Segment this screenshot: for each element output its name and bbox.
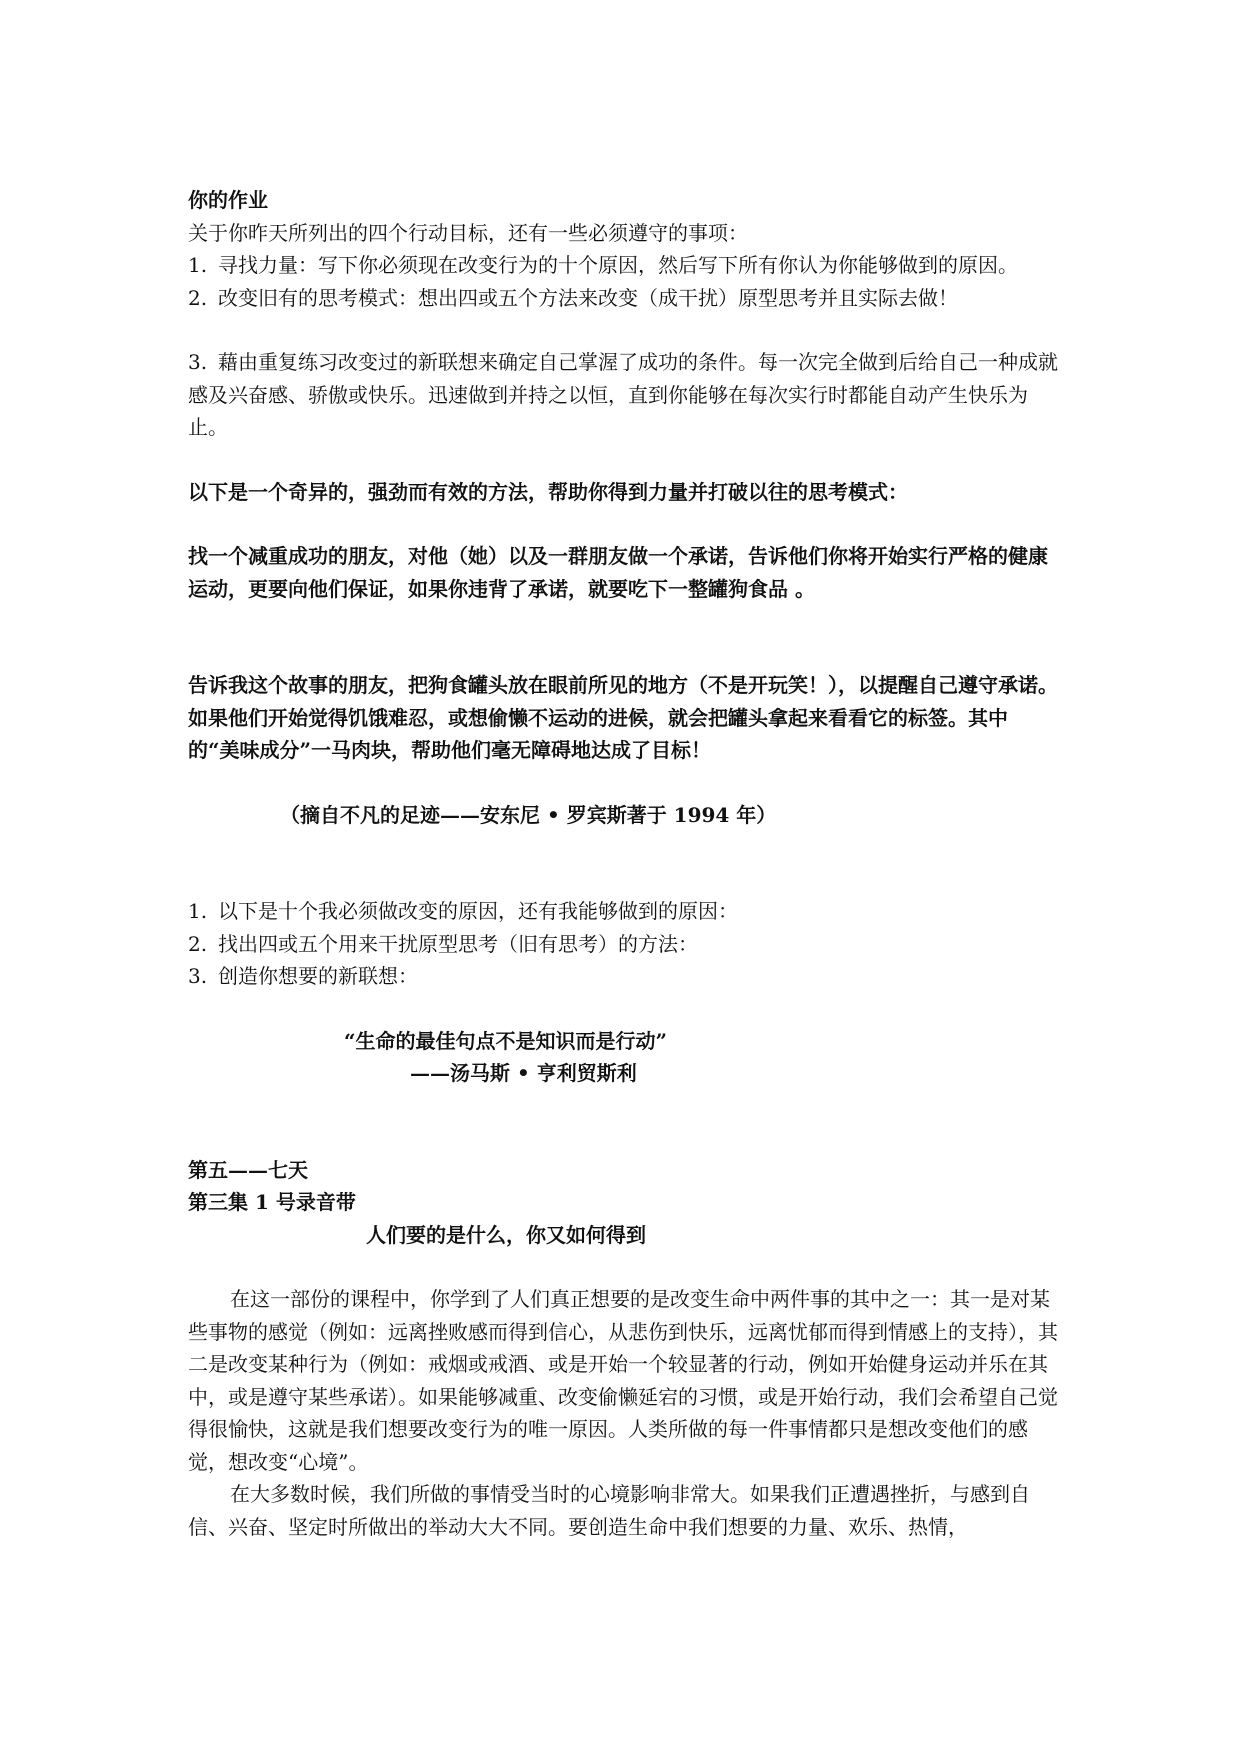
spacer [188,444,1058,476]
homework-heading: 你的作业 [188,188,268,212]
spacer [188,508,1058,540]
document-page [188,184,1058,1543]
worksheet-item-3 [188,960,1058,993]
method-lead: 以下是一个奇异的，强劲而有效的方法，帮助你得到力量并打破以往的思考模式： [188,479,908,504]
spacer [188,314,1058,346]
method-paragraph-1: 找一个减重成功的朋友，对他（她）以及一群朋友做一个承诺，告诉他们你将开始实行严格的健康运动，更要向他们保证，如果你违背了承诺，就要吃下一整罐狗食品 。 [188,544,1048,601]
worksheet-item-2-number: 2. [188,931,208,956]
day-heading: 第五——七天 [188,1157,308,1182]
homework-intro: 关于你昨天所列出的四个行动目标，还有一些必须遵守的事项： [188,220,748,245]
spacer [188,1090,1058,1154]
method-source-citation: （摘自不凡的足迹——安东尼 • 罗宾斯著于 1994 年） [280,802,777,827]
spacer [188,831,1058,895]
homework-item-1-text: 寻找力量：写下你必须现在改变行为的十个原因，然后写下所有你认为你能够做到的原因。 [218,253,1018,277]
homework-item-2-text: 改变旧有的思考模式：想出四或五个方法来改变（成干扰）原型思考并且实际去做！ [218,285,958,310]
worksheet-item-3-text: 创造你想要的新联想： [218,964,418,988]
quote-author: ——汤马斯 • 亨利贸斯利 [410,1061,637,1085]
worksheet-item-1 [188,895,1058,928]
section-paragraph-1: 在这一部份的课程中，你学到了人们真正想要的是改变生命中两件事的其中之一：其一是对某些事物的感觉（例如：远离挫败感而得到信心，从悲伤到快乐，远离忧郁而得到情感上的支持），其二是改变某种行为（例如：戒烟或戒酒、或是开始一个较显著的行动，例如开始健身运动并乐在其中，或是遵守某些承诺）。如果能够减重、改变偷懒延宕的习惯，或是开始行动，我们会希望自己觉得很愉快，这就是我们想要改变行为的唯一原因。人类所做的每一件事情都只是想改变他们的感觉，想改变“心境”。 [188,1287,1058,1474]
worksheet-item-1-text: 以下是十个我必须做改变的原因，还有我能够做到的原因： [218,899,738,923]
quote-text: “生命的最佳句点不是知识而是行动” [344,1028,668,1053]
spacer [188,605,1058,669]
homework-item-1-number: 1. [188,253,208,277]
worksheet-item-2-text: 找出四或五个用来干扰原型思考（旧有思考）的方法： [218,931,698,956]
method-paragraph-2: 告诉我这个故事的朋友，把狗食罐头放在眼前所见的地方（不是开玩笑！），以提醒自己遵守承诺。如果他们开始觉得饥饿难忍，或想偷懒不运动的进候，就会把罐头拿起来看看它的标签。其中的“美味成分”一马肉块，帮助他们毫无障碍地达成了目标！ [188,673,1058,762]
spacer [188,767,1058,799]
homework-item-2 [188,282,1058,315]
tape-heading: 第三集 1 号录音带 [188,1190,356,1214]
section-paragraph-2: 在大多数时候，我们所做的事情受当时的心境影响非常大。如果我们正遭遇挫折，与感到自信、兴奋、坚定时所做出的举动大大不同。要创造生命中我们想要的力量、欢乐、热情， [188,1482,1030,1539]
worksheet-item-1-number: 1. [188,899,208,923]
worksheet-item-3-number: 3. [188,964,208,988]
worksheet-item-2 [188,928,1058,961]
homework-item-1 [188,249,1058,282]
homework-item-2-number: 2. [188,285,208,310]
homework-item-3 [188,346,1058,444]
spacer [188,993,1058,1025]
section-title: 人们要的是什么，你又如何得到 [366,1222,646,1247]
spacer [188,1251,1058,1283]
homework-item-3-number: 3. [188,350,208,374]
homework-item-3-text: 藉由重复练习改变过的新联想来确定自己掌渥了成功的条件。每一次完全做到后给自己一种成就感及兴奋感、骄傲或快乐。迅速做到并持之以恒，直到你能够在每次实行时都能自动产生快乐为止。 [188,350,1058,439]
